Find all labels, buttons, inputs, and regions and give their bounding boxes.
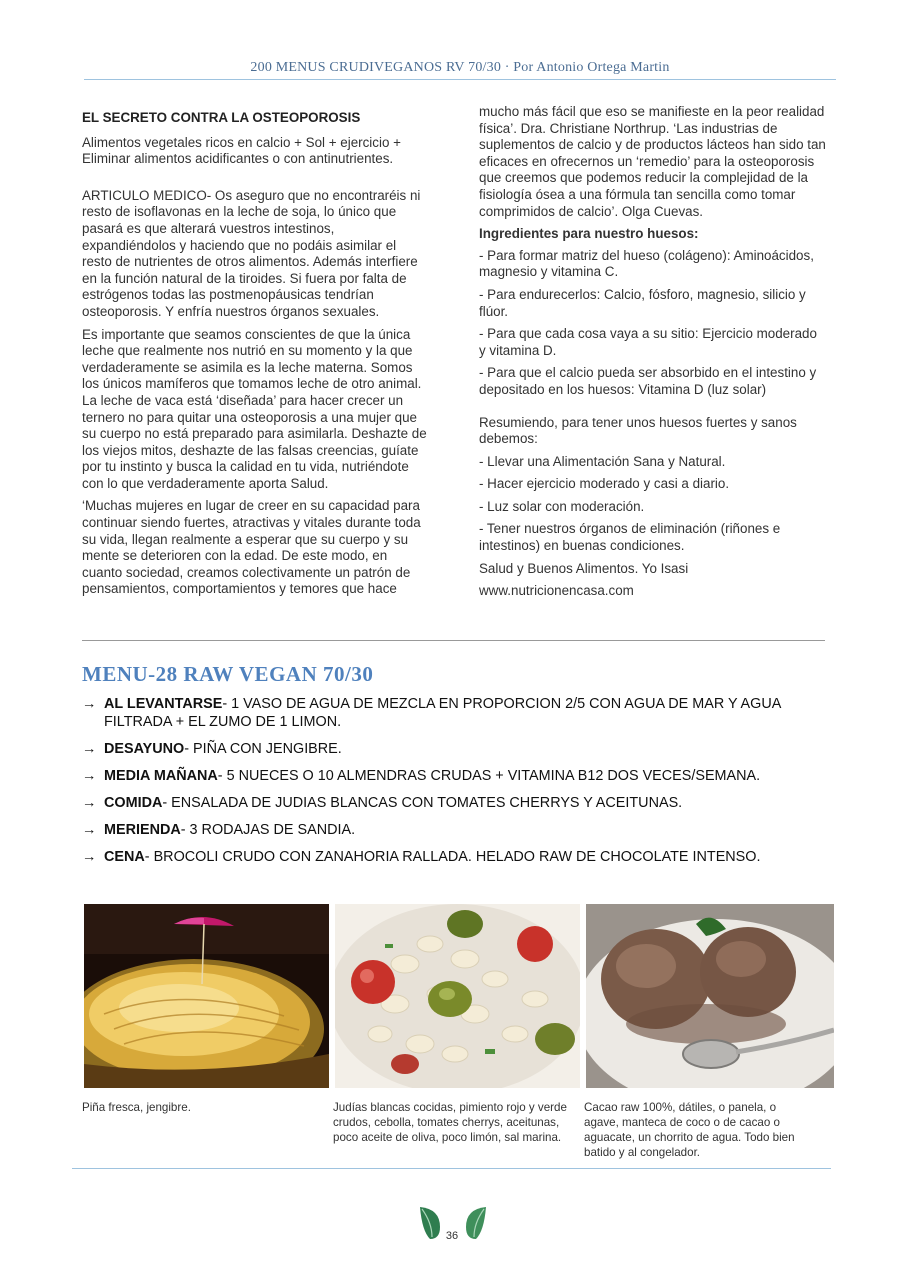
summary-item: - Tener nuestros órganos de eliminación (riñones e intestinos) en buenas condiciones. <box>479 521 781 554</box>
article-paragraph: Es importante que seamos conscientes de que la única leche que realmente nos nutrió en su momento y la que verdaderamente se asimila es la leche materna. Somos los únicos mamíferos que tomamos leche de otro animal. La leche de vaca está ‘diseñada’ para hacer crecer un ternero no para quitar una osteoporosis a una mujer que su cuerpo no está preparado para asimilarla. Deshazte de los viejos mitos, deshazte de las falsas creencias, guíate por tu instinto y busca la calidad en tu vida, nutriéndote con lo que verdaderamente aporta Salud. <box>82 326 427 491</box>
running-header: 200 MENUS CRUDIVEGANOS RV 70/30 · Por Antonio Ortega Martin <box>250 60 670 75</box>
menu-item-al-levantarse <box>82 696 802 731</box>
ingredient-item: - Para formar matriz del hueso (colágeno): Aminoácidos, magnesio y vitamina C. <box>479 247 814 280</box>
article-quote: mucho más fácil que eso se manifieste en la peor realidad física’. Dra. Christiane Northrup. ‘Las industrias de suplementos de calcio y de productos lácteos han sido tan eficaces en ofrecernos un ‘remedio’ para la osteoporosis que creemos que podemos reducir la complejidad de la fisiología ósea a una fórmula tan sencilla como tomar comprimidos de calcio’. Olga Cuevas. <box>479 104 826 219</box>
summary-item: - Hacer ejercicio moderado y casi a diario. <box>479 476 730 492</box>
article-right-column <box>479 104 827 606</box>
meal-label: AL LEVANTARSE <box>104 696 223 712</box>
signature: Salud y Buenos Alimentos. Yo Isasi <box>479 560 689 576</box>
meal-description: - 3 RODAJAS DE SANDIA. <box>180 821 356 838</box>
ingredient-item: - Para que el calcio pueda ser absorbido en el intestino y depositado en los huesos: Vitamina D (luz solar) <box>479 365 817 397</box>
menu-item-merienda <box>82 822 802 840</box>
arrow-icon: → <box>82 740 97 757</box>
meal-description: - ENSALADA DE JUDIAS BLANCAS CON TOMATES CHERRYS Y ACEITUNAS. <box>162 794 683 811</box>
article-heading: EL SECRETO CONTRA LA OSTEOPOROSIS <box>82 110 361 125</box>
header-divider <box>84 79 836 80</box>
menu-item-comida <box>82 795 802 813</box>
photo-caption: Cacao raw 100%, dátiles, o panela, o agave, manteca de coco o de cacao o aguacate, un chorrito de agua. Todo bien batido y al congelador. <box>584 1101 795 1159</box>
summary-intro: Resumiendo, para tener unos huesos fuertes y sanos debemos: <box>479 414 797 447</box>
article-paragraph: ‘Muchas mujeres en lugar de creer en su capacidad para continuar siendo fuertes, atractivas y vitales durante toda su vida, llegan realmente a esperar que su cuerpo y su mente se deterioren con la edad. De este modo, en cuanto sociedad, creamos colectivamente un patrón de pensamientos, comportamientos y temores que hace <box>82 498 421 597</box>
ingredient-item: - Para que cada cosa vaya a su sitio: Ejercicio moderado y vitamina D. <box>479 326 817 358</box>
ingredients-heading: Ingredientes para nuestro huesos: <box>479 226 699 242</box>
article-paragraph: ARTICULO MEDICO- Os aseguro que no encontraréis ni resto de isoflavonas en la leche de soja, lo único que pasará es que alterará vuestros intestinos, expandiéndolos y haciendo que no podáis asimilar el resto de nutrientes de otros alimentos. Además interfiere en la función natural de la tiroides. Si fuera por falta de estrógenos todas las postmenopáusicas tendrían osteoporosis. Y enfría nuestros órganos sexuales. <box>82 187 421 319</box>
meal-label: DESAYUNO <box>104 740 185 757</box>
menu-item-desayuno <box>82 741 802 759</box>
menu-title: MENU-28 RAW VEGAN 70/30 <box>82 662 374 686</box>
page-number: 36 <box>445 1230 459 1242</box>
article-paragraph: Alimentos vegetales ricos en calcio + Sol + ejercicio + Eliminar alimentos acidificantes o con antinutrientes. <box>82 134 401 167</box>
arrow-icon: → <box>82 821 97 838</box>
arrow-icon: → <box>82 848 97 865</box>
menu-item-cena <box>82 849 802 867</box>
arrow-icon: → <box>82 767 97 784</box>
meal-description: - PIÑA CON JENGIBRE. <box>184 740 342 757</box>
summary-item: - Luz solar con moderación. <box>479 498 645 514</box>
bean-salad-photo <box>335 904 580 1088</box>
meal-label: CENA <box>104 848 145 865</box>
meal-label: MEDIA MAÑANA <box>104 767 218 784</box>
arrow-icon: → <box>82 794 97 811</box>
pineapple-photo <box>84 904 329 1088</box>
summary-item: - Llevar una Alimentación Sana y Natural. <box>479 453 726 469</box>
chocolate-ice-cream-photo <box>586 904 834 1088</box>
meal-label: COMIDA <box>104 794 163 811</box>
photo-caption: Judías blancas cocidas, pimiento rojo y verde crudos, cebolla, tomates cherrys, aceitunas, poco aceite de oliva, poco limón, sal marina. <box>333 1101 567 1144</box>
meal-label: MERIENDA <box>104 821 181 838</box>
footer-divider <box>72 1168 831 1169</box>
ingredient-item: - Para endurecerlos: Calcio, fósforo, magnesio, silicio y flúor. <box>479 286 806 319</box>
menu-list <box>82 696 802 876</box>
website-link[interactable]: www.nutricionencasa.com <box>479 583 634 599</box>
arrow-icon: → <box>82 696 97 712</box>
meal-description: - 1 VASO DE AGUA DE MEZCLA EN PROPORCION 2/5 CON AGUA DE MAR Y AGUA FILTRADA + EL ZUMO DE 1 LIMON. <box>104 696 781 730</box>
article-left-column <box>82 104 427 604</box>
meal-description: - BROCOLI CRUDO CON ZANAHORIA RALLADA. HELADO RAW DE CHOCOLATE INTENSO. <box>144 848 761 865</box>
meal-description: - 5 NUECES O 10 ALMENDRAS CRUDAS + VITAMINA B12 DOS VECES/SEMANA. <box>217 767 761 784</box>
section-divider <box>82 640 825 641</box>
menu-item-media-manana <box>82 768 802 786</box>
photo-caption: Piña fresca, jengibre. <box>82 1101 191 1114</box>
